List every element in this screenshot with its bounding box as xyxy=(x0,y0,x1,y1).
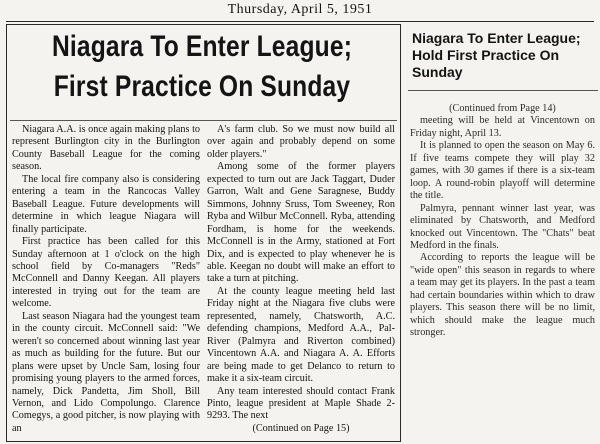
top-rule xyxy=(6,21,594,22)
main-headline xyxy=(46,27,358,107)
paragraph: Niagara A.A. is once again making plans to represent Burlington city in the Burlington County Baseball League for the coming season. xyxy=(12,124,200,173)
continuation-rule xyxy=(408,90,598,91)
paragraph: A's farm club. So we must now build all over again and probably depend on some older players." xyxy=(207,124,395,160)
continuation-headline: Niagara To Enter League; Hold First Practice On Sunday xyxy=(412,30,581,80)
paragraph: Palmyra, pennant winner last year, was eliminated by Chatsworth, and Medford knocked out Vincentown. The "Chats" beat Medford in the finals. xyxy=(410,202,595,251)
paragraph: Last season Niagara had the youngest team in the county circuit. McConnell said: "We weren't so concerned about winning last year as much as building for the future. But our plans were upset by Uncle Sam, losing four promising young players to the armed forces, namely, Dick Pandetta, Jim Sholl, Bill Vernon, and Lido Compolungo. Clarence Comegys, a good pitcher, is now playing with an xyxy=(12,310,200,434)
article-column-1 xyxy=(12,124,200,435)
paragraph: According to reports the league will be "wide open" this season in regards to where a team may get its players. In the past a team had certain boundaries within which to draw players. This season there will be no limit, which should make the league much stronger. xyxy=(410,252,595,339)
headline-rule xyxy=(10,120,397,121)
paragraph: First practice has been called for this Sunday afternoon at 1 o'clock on the high school field by Co-managers "Reds" McConnell and Danny Keegan. All players interested in trying out for the team are welcome. xyxy=(12,236,200,310)
paragraph: It is planned to open the season on May 6. If five teams compete they will play 32 games, with 30 games if there is a six-team loop. A round-robin playoff will determine the title. xyxy=(410,140,595,202)
paragraph: meeting will be held at Vincentown on Friday night, April 13. xyxy=(410,115,595,139)
paragraph: Among some of the former players expected to turn out are Jack Taggart, Duder Garron, Walt and Gene Saragnese, Buddy Simmons, Johnny Sruss, Tom Sweeney, Ron Ryba and Wilbur McConnell. Ryba, attending Fordham, is home for the weekends. McConnell is in the Army, stationed at Fort Dix, and is expected to play whenever he is able. Keegan no doubt will make an effort to take a turn at pitching. xyxy=(207,161,395,285)
continued-from-jump: (Continued from Page 14) xyxy=(449,103,556,114)
dateline: Thursday, April 5, 1951 xyxy=(227,2,373,17)
headline-line-1: Niagara To Enter League; xyxy=(51,30,353,63)
continuation-column xyxy=(410,103,595,340)
paragraph: Any team interested should contact Frank Pinto, league president at Maple Shade 2-9293. The next xyxy=(207,385,395,422)
continued-on-jump: (Continued on Page 15) xyxy=(252,422,350,434)
article-column-2 xyxy=(207,124,395,435)
paragraph: At the county league meeting held last Friday night at the Niagara five clubs were represented, namely, Chatsworth, A.C. defending champions, Medford A.A., Pal-River (Palmyra and Riverton combined) Vincentown A.A. and Niagara A. A. Efforts are being made to get Delanco to return to make it a six-team circuit. xyxy=(207,285,395,385)
paragraph: The local fire company also is considering entering a team in the Rancocas Valley Baseball League. Future developments will determine in which league Niagara will finally participate. xyxy=(12,173,200,235)
headline-line-2: First Practice On Sunday xyxy=(53,70,351,103)
